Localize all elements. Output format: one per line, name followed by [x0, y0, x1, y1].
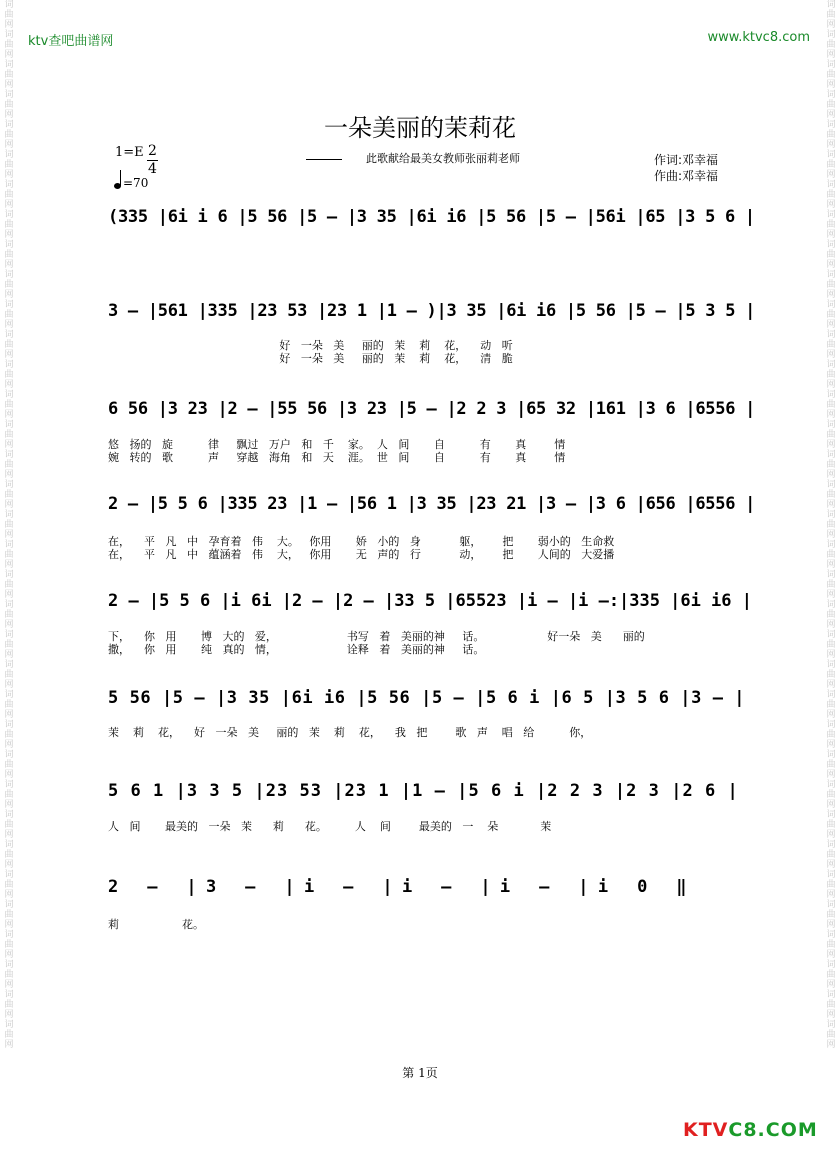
time-signature	[147, 143, 158, 178]
staff-notes: 2 – |3 – |i – |i – |i – |i 0 ‖	[108, 877, 696, 897]
composer: 作曲:邓幸福	[654, 169, 719, 183]
lyrics-line: 悠 扬的 旋 律 飘过 万户 和 千 家。 人 间 自 有 真 情	[108, 438, 566, 451]
dedication-dash	[306, 159, 342, 160]
staff-7	[108, 777, 752, 811]
staff-6	[108, 684, 752, 718]
ktvc8-logo	[683, 1119, 818, 1141]
site-name-header[interactable]: ktv查吧曲谱网	[28, 34, 114, 49]
lyrics-line: 莉 花。	[108, 918, 204, 931]
staff-2	[108, 297, 756, 331]
lyrics-line: 好 一朵 美 丽的 茉 莉 花， 动 听	[108, 339, 513, 352]
staff-notes: 5 56 |5 – |3 35 |6i i6 |5 56 |5 – |5 6 i |6 5 |3 5 6 |3 – |	[108, 688, 746, 708]
side-watermark-left: 词曲网词曲网词曲网词曲网词曲网词曲网词曲网词曲网词曲网词曲网词曲网词曲网词曲网词曲网词曲网词曲网词曲网词曲网词曲网词曲网词曲网词曲网词曲网词曲网词曲网词曲网词曲网词曲网词曲网词曲网词曲网词曲网词曲网词曲网词曲网	[4, 0, 14, 1050]
side-watermark-right: 词曲网词曲网词曲网词曲网词曲网词曲网词曲网词曲网词曲网词曲网词曲网词曲网词曲网词曲网词曲网词曲网词曲网词曲网词曲网词曲网词曲网词曲网词曲网词曲网词曲网词曲网词曲网词曲网词曲网词曲网词曲网词曲网词曲网词曲网词曲网	[826, 0, 836, 1050]
time-sig-top: 2	[148, 143, 157, 159]
lyricist: 作词:邓幸福	[654, 153, 719, 167]
quarter-note-icon	[114, 183, 121, 189]
logo-ktv: KTV	[683, 1119, 729, 1141]
time-sig-bottom: 4	[148, 161, 157, 177]
staff-notes: 2 – |5 5 6 |335 23 |1 – |56 1 |3 35 |23 21 |3 – |3 6 |656 |6556 |	[108, 494, 756, 514]
staff-3	[108, 395, 756, 429]
staff-5	[108, 587, 752, 621]
lyrics-line: 好 一朵 美 丽的 茉 莉 花， 清 脆	[108, 352, 513, 365]
lyrics-line: 在， 平 凡 中 蕴涵着 伟 大， 你用 无 声的 行 动， 把 人间的 大爱播	[108, 548, 615, 561]
tempo-value: =70	[123, 176, 149, 190]
staff-8	[108, 873, 752, 907]
dedication-text: 此歌献给最美女教师张丽莉老师	[366, 152, 520, 165]
staff-4	[108, 490, 756, 524]
lyrics-line: 婉 转的 歌 声 穿越 海角 和 天 涯。 世 间 自 有 真 情	[108, 451, 566, 464]
lyrics-line: 在， 平 凡 中 孕育着 伟 大。 你用 娇 小的 身 躯， 把 弱小的 生命救	[108, 535, 615, 548]
lyrics-line: 人 间 最美的 一朵 茉 莉 花。 人 间 最美的 一 朵 茉	[108, 820, 552, 833]
tempo-marking	[114, 176, 148, 190]
page-number: 第 1页	[402, 1066, 438, 1080]
site-url-header[interactable]: www.ktvc8.com	[707, 30, 810, 45]
lyrics-line: 撒， 你 用 纯 真的 情， 诠释 着 美丽的神 话。	[108, 643, 485, 656]
credits	[654, 152, 718, 184]
logo-c8com: C8.COM	[728, 1119, 818, 1141]
dedication	[306, 150, 520, 166]
staff-notes: 2 – |5 5 6 |i 6i |2 – |2 – |33 5 |65523 |i – |i –:|335 |6i i6 |	[108, 591, 752, 611]
staff-1	[108, 203, 755, 237]
staff-notes: 3 – |561 |335 |23 53 |23 1 |1 – )|3 35 |6i i6 |5 56 |5 – |5 3 5 |	[108, 301, 756, 321]
song-title: 一朵美丽的茉莉花	[324, 114, 516, 142]
key-signature: 1=E	[115, 145, 144, 160]
staff-notes: (335 |6i i 6 |5 56 |5 – |3 35 |6i i6 |5 56 |5 – |56i |65 |3 5 6 |	[108, 207, 755, 227]
lyrics-line: 下， 你 用 博 大的 爱， 书写 着 美丽的神 话。 好一朵 美 丽的	[108, 630, 645, 643]
staff-notes: 5 6 1 |3 3 5 |23 53 |23 1 |1 – |5 6 i |2 2 3 |2 3 |2 6 |	[108, 781, 739, 801]
staff-notes: 6 56 |3 23 |2 – |55 56 |3 23 |5 – |2 2 3 |65 32 |161 |3 6 |6556 |	[108, 399, 756, 419]
lyrics-line: 茉 莉 花， 好 一朵 美 丽的 茉 莉 花， 我 把 歌 声 唱 给 你，	[108, 726, 592, 739]
